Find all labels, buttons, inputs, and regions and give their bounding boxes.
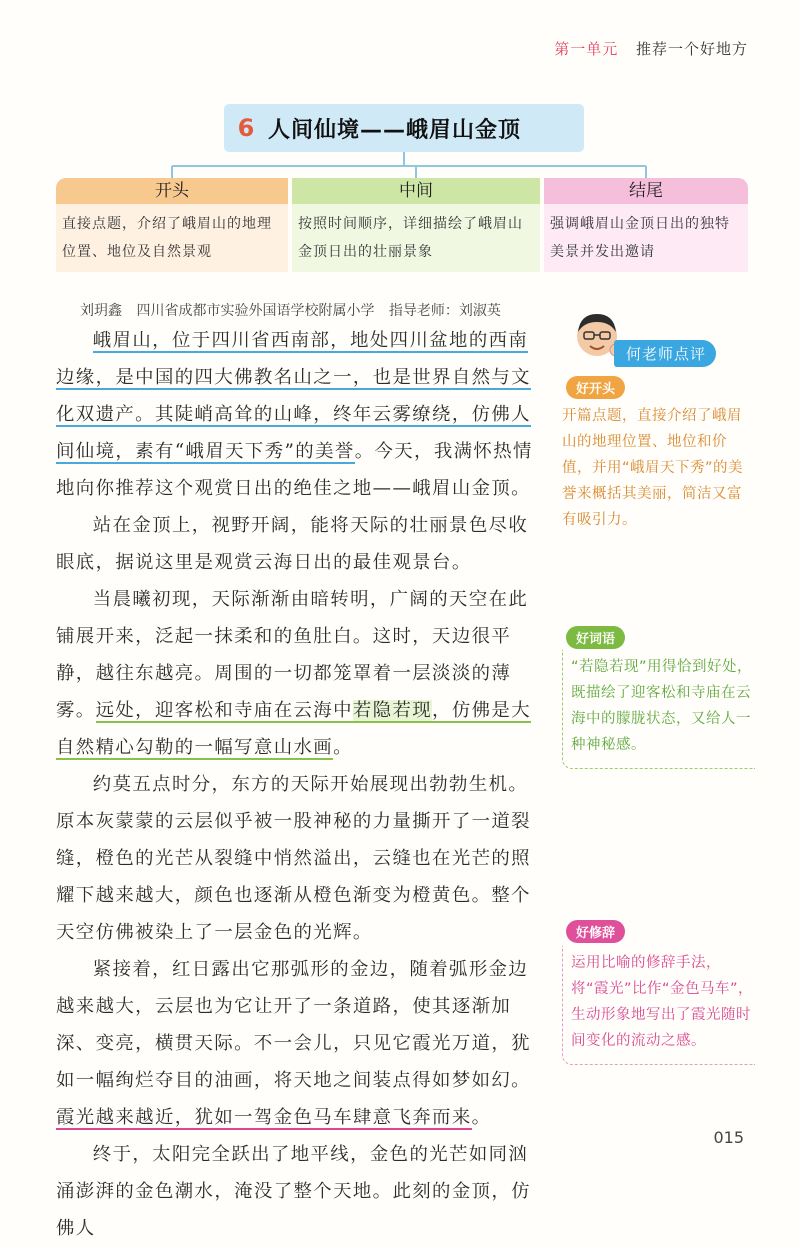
paragraph bbox=[56, 322, 540, 507]
page-number: 015 bbox=[713, 1128, 744, 1147]
good-words-tag: 好词语 bbox=[566, 626, 625, 649]
title-text: 人间仙境——峨眉山金顶 bbox=[268, 117, 522, 143]
paragraph-text: ，仿佛是大自然精心勾勒的一幅写意山水画 bbox=[56, 700, 532, 758]
underlined-sentence bbox=[56, 700, 531, 760]
paragraph-text: 。 bbox=[471, 1107, 492, 1128]
paragraph-text: 。 bbox=[333, 737, 353, 758]
outline-body: 强调峨眉山金顶日出的独特美景并发出邀请 bbox=[544, 204, 748, 272]
author-name: 刘玥鑫 bbox=[80, 303, 122, 319]
paragraph: 站在金顶上，视野开阔，能将天际的壮丽景色尽收眼底，据说这里是观赏云海日出的最佳观景台。 bbox=[56, 515, 529, 573]
good-opening-tag: 好开头 bbox=[566, 376, 625, 399]
good-opening-note: 开篇点题，直接介绍了峨眉山的地理位置、地位和价值，并用“峨眉天下秀”的美誉来概括其美丽，简洁又富有吸引力。 bbox=[562, 408, 744, 528]
paragraph-text: 远处，迎客松和寺庙在云海中 bbox=[95, 700, 353, 721]
author-school: 四川省成都市实验外国语学校附属小学 bbox=[136, 303, 375, 319]
teacher-comment-badge: 何老师点评 bbox=[614, 340, 716, 367]
outline-head: 开头 bbox=[56, 178, 288, 204]
paragraph-text: 当晨曦初现，天际渐渐由暗转明，广阔的天空在此铺展开来，泛起一抹柔和的鱼肚白。这时，天边很平静，越往东越亮。周围的一切都笼罩着一层淡淡的薄雾。 bbox=[56, 589, 529, 721]
good-rhetoric-note: 运用比喻的修辞手法，将“霞光”比作“金色马车”，生动形象地写出了霞光随时间变化的流动之感。 bbox=[562, 946, 755, 1065]
underlined-metaphor: 霞光越来越近，犹如一驾金色马车肆意飞奔而来 bbox=[56, 1107, 472, 1128]
paragraph: 终于，太阳完全跃出了地平线，金色的光芒如同汹涌澎湃的金色潮水，淹没了整个天地。此刻的金顶，仿佛人 bbox=[56, 1144, 531, 1239]
author-teacher: 指导老师：刘淑英 bbox=[388, 303, 501, 319]
paragraph bbox=[56, 581, 540, 766]
paragraph-text: 。今天，我满怀热情地向你推荐这个观赏日出的绝佳之地——峨眉山金顶。 bbox=[56, 441, 533, 499]
author-line bbox=[80, 300, 511, 320]
title-number: 6 bbox=[237, 114, 255, 142]
unit-theme: 推荐一个好地方 bbox=[635, 40, 748, 58]
outline-body: 按照时间顺序，详细描绘了峨眉山金顶日出的壮丽景象 bbox=[292, 204, 540, 272]
outline-body: 直接点题，介绍了峨眉山的地理位置、地位及自然景观 bbox=[56, 204, 288, 272]
outline-ending bbox=[544, 178, 748, 272]
highlighted-phrase: 若隐若现 bbox=[352, 700, 433, 721]
underlined-opening: 峨眉山，位于四川省西南部，地处四川盆地的西南边缘，是中国的四大佛教名山之一，也是世界自然与文化双遗产。其陡峭高耸的山峰，终年云雾缭绕，仿佛人间仙境，素有“峨眉天下秀”的美誉 bbox=[56, 330, 531, 462]
outline-middle bbox=[292, 178, 540, 272]
paragraph-text: 紧接着，红日露出它那弧形的金边，随着弧形金边越来越大，云层也为它让开了一条道路，使其逐渐加深、变亮，横贯天际。不一会儿，只见它霞光万道，犹如一幅绚烂夺目的油画，将天地之间装点得如梦如幻。 bbox=[56, 959, 531, 1091]
unit-label: 第一单元 bbox=[554, 40, 619, 58]
essay-body bbox=[56, 322, 540, 1247]
good-words-note: “若隐若现”用得恰到好处，既描绘了迎客松和寺庙在云海中的朦胧状态，又给人一种神秘感。 bbox=[562, 650, 755, 769]
paragraph bbox=[56, 951, 540, 1136]
paragraph: 约莫五点时分，东方的天际开始展现出勃勃生机。原本灰蒙蒙的云层似乎被一股神秘的力量撕开了一道裂缝，橙色的光芒从裂缝中悄然溢出，云缝也在光芒的照耀下越来越大，颜色也逐渐从橙色渐变为橙黄色。整个天空仿佛被染上了一层金色的光辉。 bbox=[56, 774, 531, 943]
outline-opening bbox=[56, 178, 288, 272]
outline-connector bbox=[0, 0, 800, 200]
good-rhetoric-tag: 好修辞 bbox=[566, 920, 625, 943]
outline-head: 中间 bbox=[292, 178, 540, 204]
outline-head: 结尾 bbox=[544, 178, 748, 204]
